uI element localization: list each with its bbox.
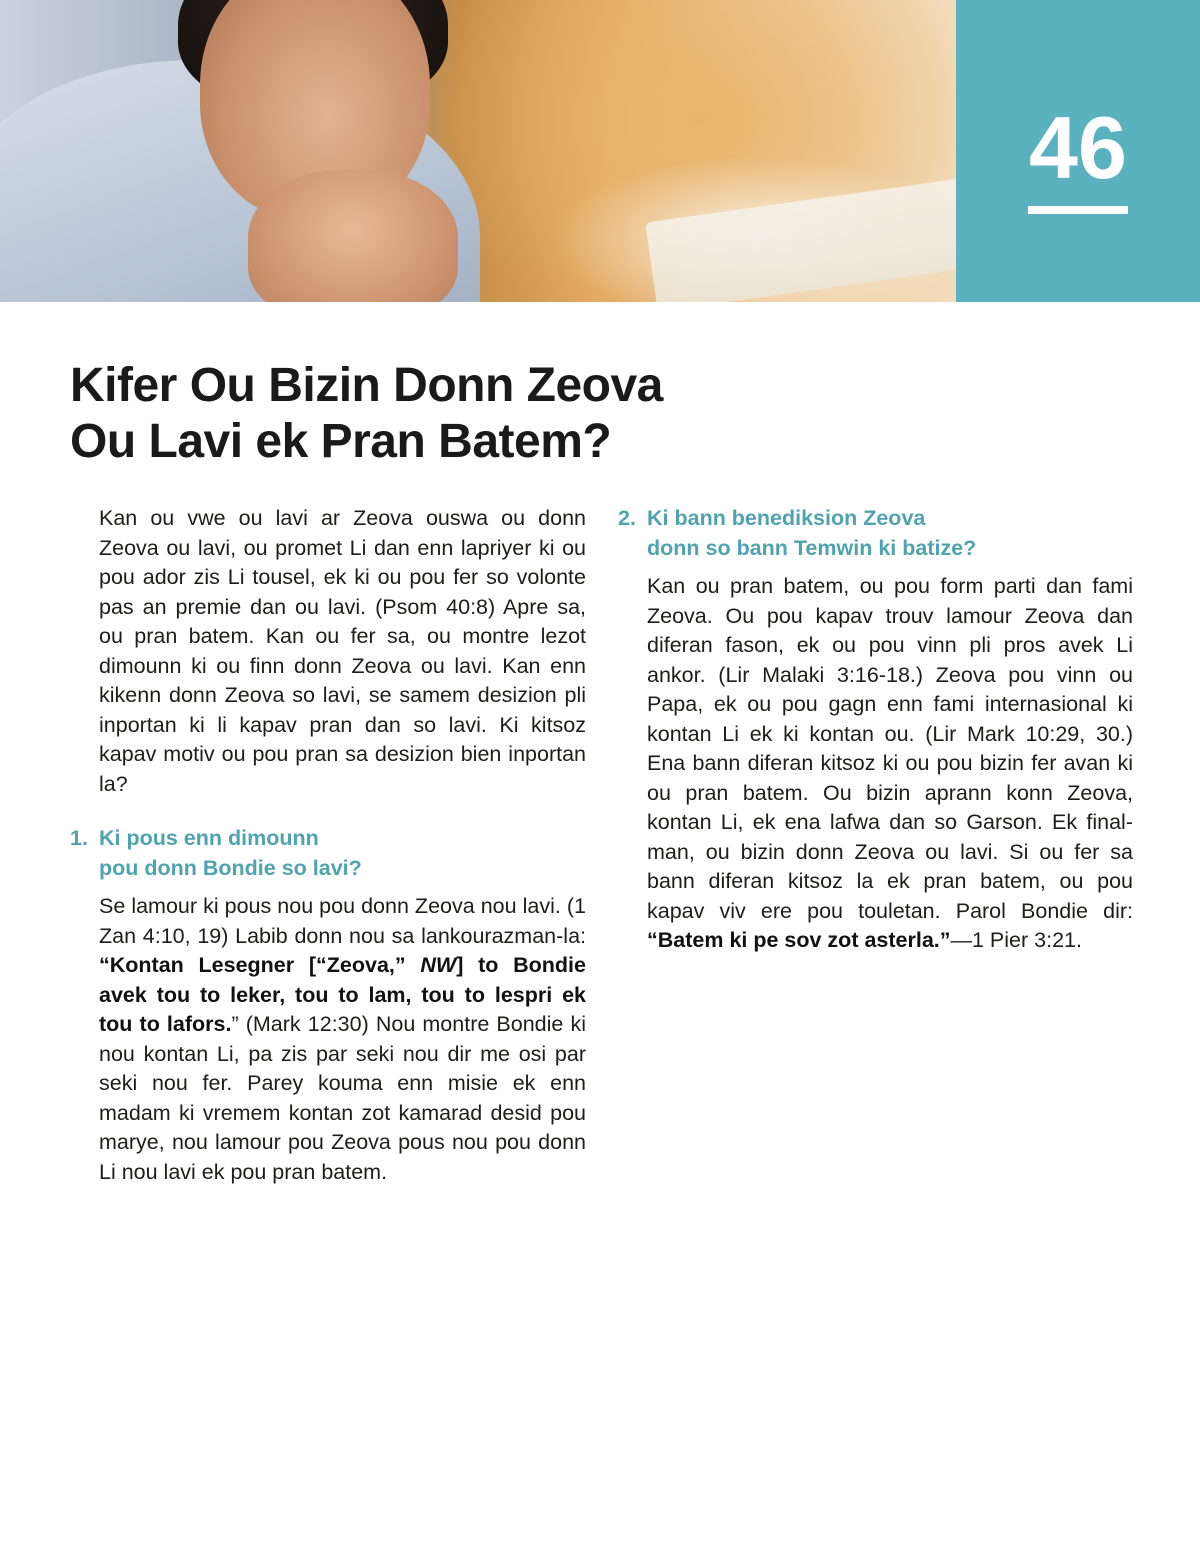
page-title — [70, 358, 870, 470]
scripture-quote: “Kontan Lesegner [“Zeova,” NW] to Bondie avek tou to leker, tou to lam, tou to lespri ek tou to lafors. — [99, 953, 586, 1036]
lesson-number: 46 — [1029, 98, 1127, 197]
title-line-1: Kifer Ou Bizin Donn Zeova — [70, 359, 663, 412]
title-line-2: Ou Lavi ek Pran Batem? — [70, 415, 612, 468]
section-1-heading-line-1: Ki pous enn dimounn — [99, 826, 319, 850]
section-1-number: 1. — [70, 826, 88, 850]
section-2-heading — [618, 504, 1133, 563]
left-column — [70, 504, 586, 1187]
lesson-number-box — [956, 0, 1200, 302]
section-1-heading — [70, 824, 586, 883]
lesson-number-underline — [1028, 206, 1128, 214]
scripture-quote-2: “Batem ki pe sov zot asterla.” — [647, 928, 951, 952]
section-2-paragraph: Kan ou pran batem, ou pou form parti dan fami Zeova. Ou pou kapav trouv lamour Zeova dan diferan fason, ek ou pou vinn pli pros avek Li ankor. (Lir Malaki 3:16-18.) Zeova pou vinn ou Papa, ek ou pou gagn enn fami internasional ki kontan Li ek ki kontan ou. (Lir Mark 10:29, 30.) Ena bann diferan kitsoz ki ou pou bizin fer avan ki ou pran batem. Ou bizin aprann konn Zeova, kontan Li, ek ena lafwa dan so Garson. Ek finalman, ou bizin donn Zeova ou lavi. Si ou fer sa bann diferan kitsoz la ek pran batem, ou pou kapav viv ere pou touletan. Parol Bondie dir: “Batem ki pe sov zot asterla.”—1 Pier 3:21. — [647, 574, 1133, 952]
section-2-number: 2. — [618, 506, 636, 530]
section-1-paragraph: Se lamour ki pous nou pou donn Zeova nou lavi. (1 Zan 4:10, 19) Labib donn nou sa lankourazman-la: “Kontan Lesegner [“Zeova,” NW] to Bondie avek tou to leker, tou to lam, tou to lespri ek tou to lafors.” (Mark 12:30) Nou montre Bondie ki nou kontan Li, pa zis par seki nou dir me osi par seki nou fer. Parey kouma enn misie ek enn madam ki vremem kontan zot kamarad desid pou marye, nou lamour pou Zeova pous nou pou donn Li nou lavi ek pou pran batem. — [99, 894, 587, 1184]
scripture-reference: —1 Pier 3:21. — [950, 928, 1082, 952]
section-2-heading-line-2: donn so bann Temwin ki batize? — [647, 535, 977, 560]
hero-photo-man-praying — [0, 0, 956, 302]
right-column — [618, 504, 1133, 956]
open-book — [645, 178, 956, 302]
section-2-heading-line-1: Ki bann benediksion Zeova — [647, 506, 926, 530]
intro-paragraph: Kan ou vwe ou lavi ar Zeova ouswa ou donn Zeova ou lavi, ou promet Li dan enn lapriyer ki ou pou ador zis Li tousel, ek ki ou pou fer so volonte pas an premie dan ou lavi. (Psom 40:8) Apre sa, ou pran batem. Kan ou fer sa, ou montre lezot dimounn ki ou finn donn Zeova ou lavi. Kan enn kikenn donn Zeova so lavi, se samem desizion pli inportan ki li kapav pran dan so lavi. Ki kitsoz kapav motiv ou pou pran sa desizion bien inportan la? — [99, 506, 586, 796]
folded-hands — [248, 170, 458, 302]
section-1-heading-line-2: pou donn Bondie so lavi? — [99, 855, 362, 880]
